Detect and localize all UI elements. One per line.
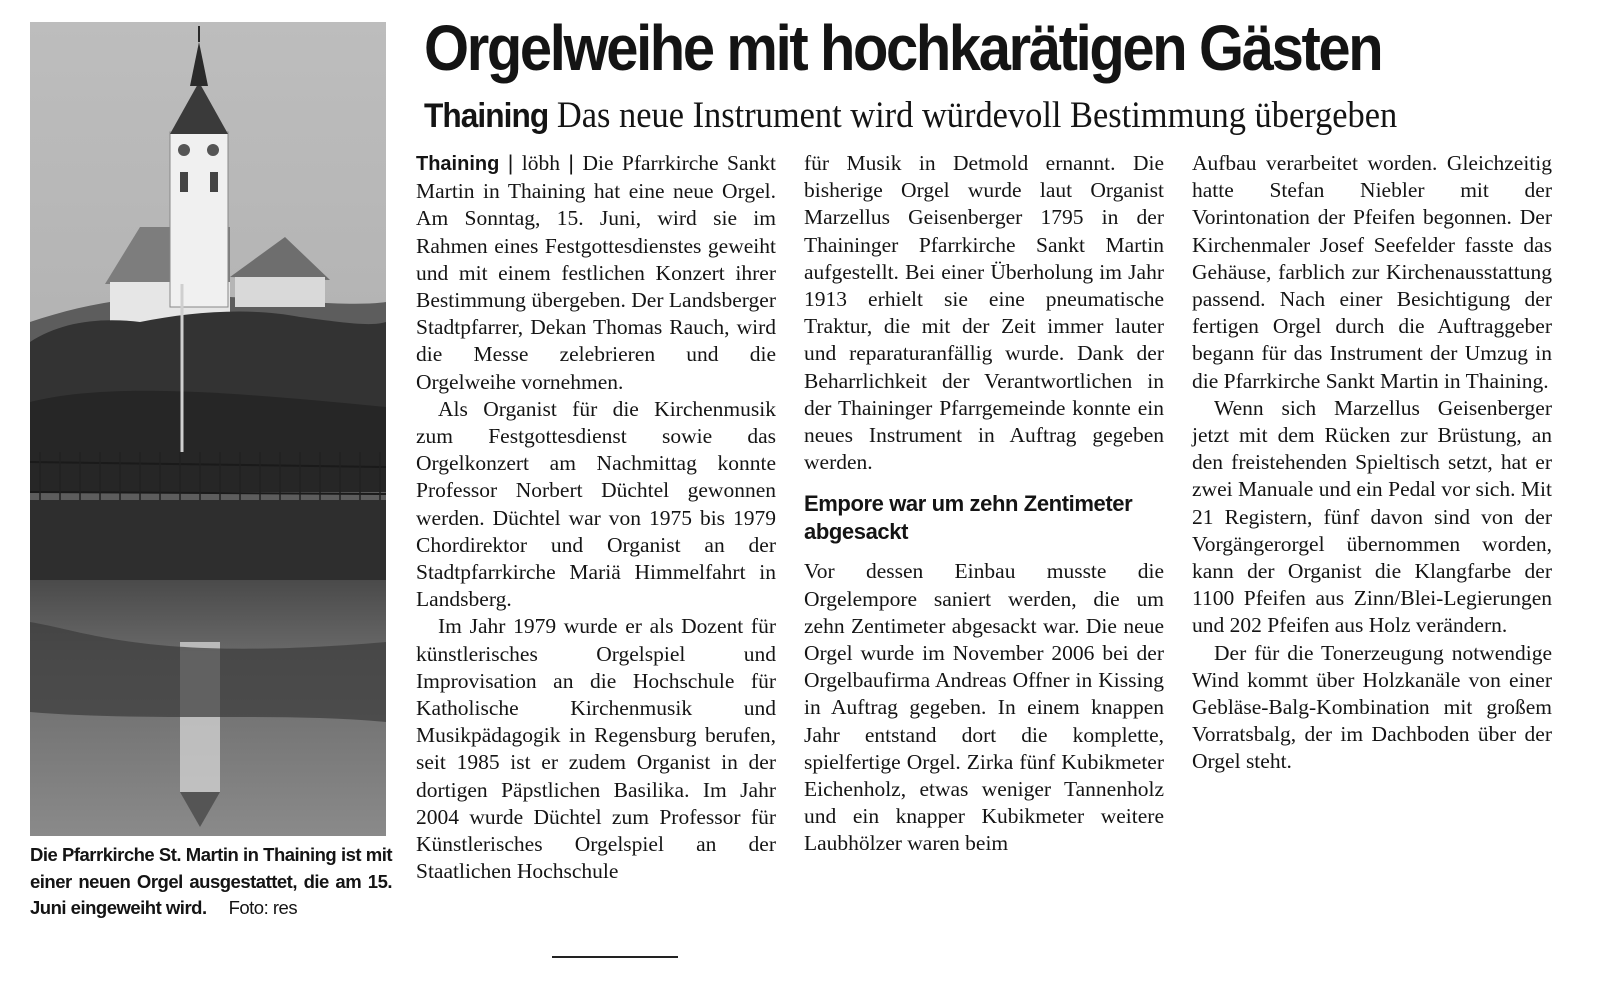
article-column-3 xyxy=(1192,150,1552,776)
subheadline-text: Das neue Instrument wird würdevoll Bestimmung übergeben xyxy=(556,95,1398,136)
bottom-rule xyxy=(552,956,678,958)
church-photo xyxy=(30,22,386,836)
paragraph: Vor dessen Einbau musste die Orgelempore saniert werden, die um zehn Zentimeter abgesackt war. Die neue Orgel wurde im November 2006 bei der Orgelbaufirma Andreas Offner in Kissing in Auftrag gegeben. In einem knappen Jahr entstand dort die komplette, spielfertige Orgel. Zirka fünf Kubikmeter Eichenholz, etwas weniger Tannenholz und ein knapper Kubikmeter weitere Laubhölzer waren beim xyxy=(804,559,1164,856)
photo-credit: Foto: res xyxy=(228,897,298,918)
paragraph: Aufbau verarbeitet worden. Gleichzeitig hatte Stefan Niebler mit der Vorintonation der Pfeifen begonnen. Der Kirchenmaler Josef Seefelder fasste das Gehäuse, farblich zur Kirchenausstattung passend. Nach einer Besichtigung der fertigen Orgel durch die Auftraggeber begann für das Instrument der Umzug in die Pfarrkirche Sankt Martin in Thaining. xyxy=(1192,151,1552,393)
section-heading: Empore war um zehn Zentimeter abgesackt xyxy=(804,491,1133,545)
subheadline xyxy=(424,94,1494,138)
author: löbh xyxy=(521,151,560,175)
paragraph: Als Organist für die Kirchenmusik zum Festgottesdienst sowie das Orgelkonzert am Nachmittag konnte Professor Norbert Düchtel gewonnen werden. Düchtel war von 1975 bis 1979 Chordirektor und Organist an der Stadtpfarrkirche Mariä Himmelfahrt in Landsberg. xyxy=(416,396,776,612)
photo-caption xyxy=(30,842,392,922)
headline: Orgelweihe mit hochkarätigen Gästen xyxy=(424,12,1382,84)
dateline: Thaining xyxy=(416,153,500,175)
paragraph-text: Die Pfarrkirche Sankt Martin in Thaining hat eine neue Orgel. Am Sonntag, 15. Juni, wird sie im Rahmen eines Festgottesdienstes geweiht und mit einem festlichen Konzert ihrer Bestimmung übergeben. Der Landsberger Stadtpfarrer, Dekan Thomas Rauch, wird die Messe zelebrieren und die Orgelweihe vornehmen. xyxy=(416,151,776,394)
separator: | xyxy=(507,151,514,175)
subheadline-kicker: Thaining xyxy=(424,97,549,135)
caption-text: Die Pfarrkirche St. Martin in Thaining ist mit einer neuen Orgel ausgestattet, die am 15. Juni eingeweiht wird. xyxy=(30,844,392,918)
separator: | xyxy=(568,151,575,175)
article-column-2 xyxy=(804,150,1164,858)
church-photo-icon xyxy=(30,22,386,836)
article-column-1 xyxy=(416,150,776,885)
paragraph: Wenn sich Marzellus Geisenberger jetzt mit dem Rücken zur Brüstung, an den freistehenden Spieltisch setzt, hat er zwei Manuale und ein Pedal vor sich. Mit 21 Registern, fünf davon sind von der Vorgängerorgel übernommen worden, kann der Organist die Klangfarbe der 1100 Pfeifen aus Zinn/Blei-Legierungen und 202 Pfeifen aus Holz verändern. xyxy=(1192,395,1552,638)
paragraph: Der für die Tonerzeugung notwendige Wind kommt über Holzkanäle von einer Gebläse-Balg-Kombination mit großem Vorratsbalg, der im Dachboden über der Orgel steht. xyxy=(1192,640,1552,774)
paragraph: für Musik in Detmold ernannt. Die bisherige Orgel wurde laut Organist Marzellus Geisenberger 1795 in der Thaininger Pfarrkirche Sankt Martin aufgestellt. Bei einer Überholung im Jahr 1913 erhielt sie eine pneumatische Traktur, die mit der Zeit immer lauter und reparaturanfällig wurde. Dank der Beharrlichkeit der Verantwortlichen in der Thaininger Pfarrgemeinde konnte ein neues Instrument in Auftrag gegeben werden. xyxy=(804,151,1164,475)
paragraph xyxy=(416,150,776,396)
paragraph: Im Jahr 1979 wurde er als Dozent für künstlerisches Orgelspiel und Improvisation an die Hochschule für Katholische Kirchenmusik und Musikpädagogik in Regensburg berufen, seit 1985 ist er zudem Organist in der dortigen Päpstlichen Basilika. Im Jahr 2004 wurde Düchtel zum Professor für Künstlerisches Orgelspiel an der Staatlichen Hochschule xyxy=(416,614,776,884)
